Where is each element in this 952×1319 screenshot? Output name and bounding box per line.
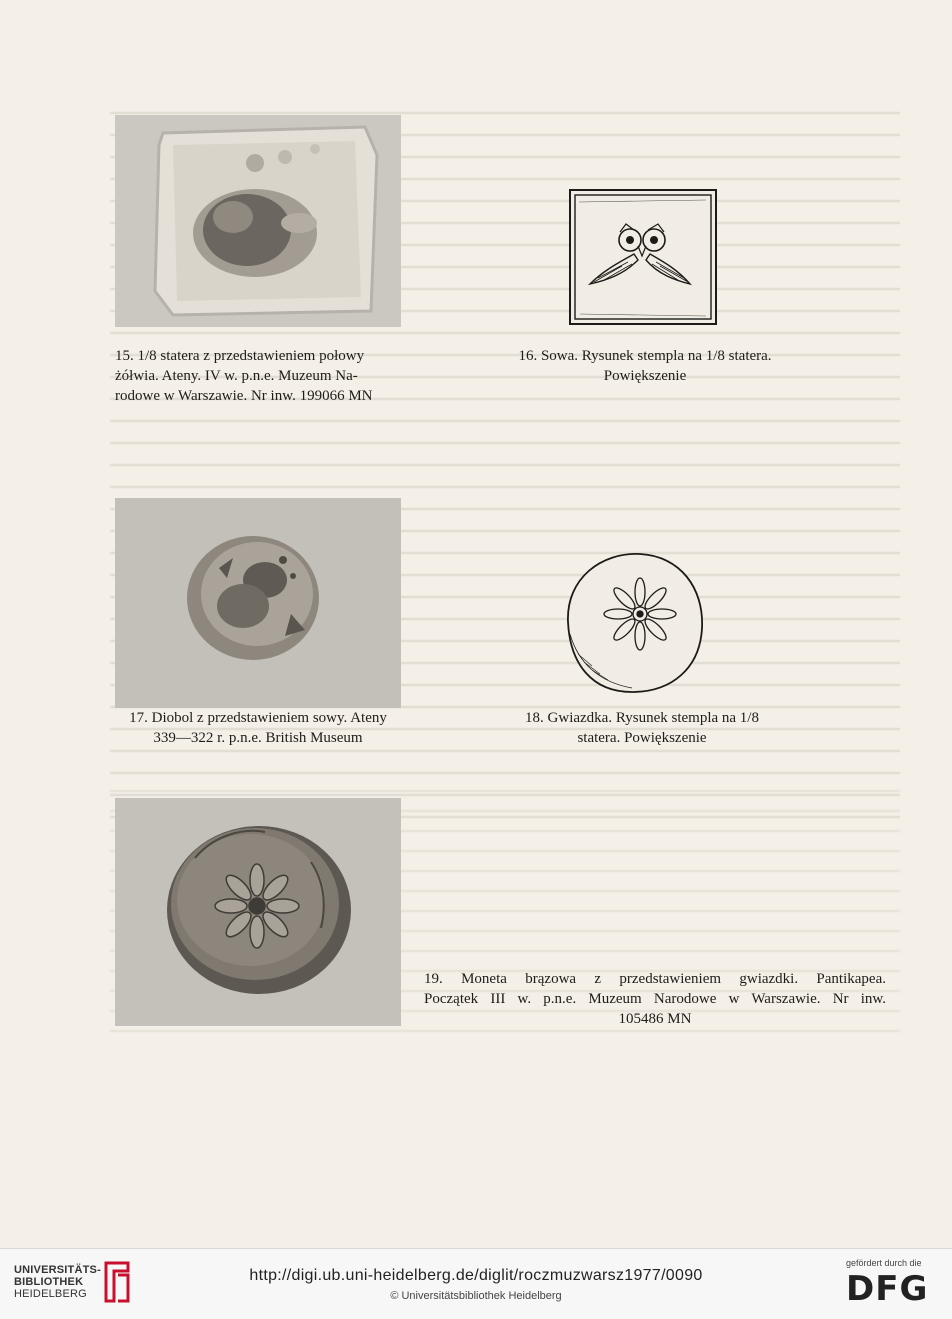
caption-line: 18. Gwiazdka. Rysunek stempla na 1/8 — [525, 710, 759, 726]
caption-fig17 — [108, 708, 408, 748]
dfg-logo[interactable]: DFG — [846, 1269, 929, 1309]
caption-line: statera. Powiększenie — [577, 730, 707, 746]
library-name-line: HEIDELBERG — [14, 1288, 87, 1300]
viewer-footer — [0, 1248, 952, 1319]
caption-line: rodowe w Warszawie. Nr inw. 199066 MN — [115, 388, 373, 404]
page-url-link[interactable]: http://digi.ub.uni-heidelberg.de/diglit/roczmuzwarsz1977/0090 — [249, 1267, 703, 1284]
photo-fig19-bronze-coin — [115, 798, 401, 1026]
caption-line: 105486 MN — [618, 1011, 692, 1027]
caption-line: 16. Sowa. Rysunek stempla na 1/8 statera. — [518, 348, 772, 364]
star-drawing — [548, 542, 718, 702]
library-name-line: BIBLIOTHEK — [14, 1276, 84, 1288]
caption-fig18 — [492, 708, 792, 748]
caption-line: Powiększenie — [603, 368, 687, 384]
photo-fig15-turtle-stater — [115, 115, 401, 327]
caption-line: 19. Moneta brązowa z przedstawieniem gwiazdki. Pantikapea. — [424, 971, 886, 987]
caption-line: 339—322 r. p.n.e. British Museum — [153, 730, 363, 746]
caption-line: 15. 1/8 statera z przedstawieniem połowy — [115, 348, 365, 364]
caption-line: 17. Diobol z przedstawieniem sowy. Ateny — [129, 710, 387, 726]
library-name-line: UNIVERSITÄTS- — [14, 1264, 101, 1276]
copyright-text: © Universitätsbibliothek Heidelberg — [390, 1290, 562, 1302]
caption-fig15 — [115, 346, 403, 406]
library-logo-icon[interactable] — [102, 1259, 132, 1305]
caption-fig19 — [424, 969, 886, 1029]
caption-line: Początek III w. p.n.e. Muzeum Narodowe w Warszawie. Nr inw. — [424, 991, 886, 1007]
photo-fig17-owl-diobol — [115, 498, 401, 708]
caption-fig16 — [490, 346, 800, 386]
caption-line: żółwia. Ateny. IV w. p.n.e. Muzeum Na- — [115, 368, 358, 384]
owl-drawing — [568, 188, 718, 326]
library-name — [14, 1264, 101, 1300]
funding-text: gefördert durch die — [846, 1258, 922, 1268]
